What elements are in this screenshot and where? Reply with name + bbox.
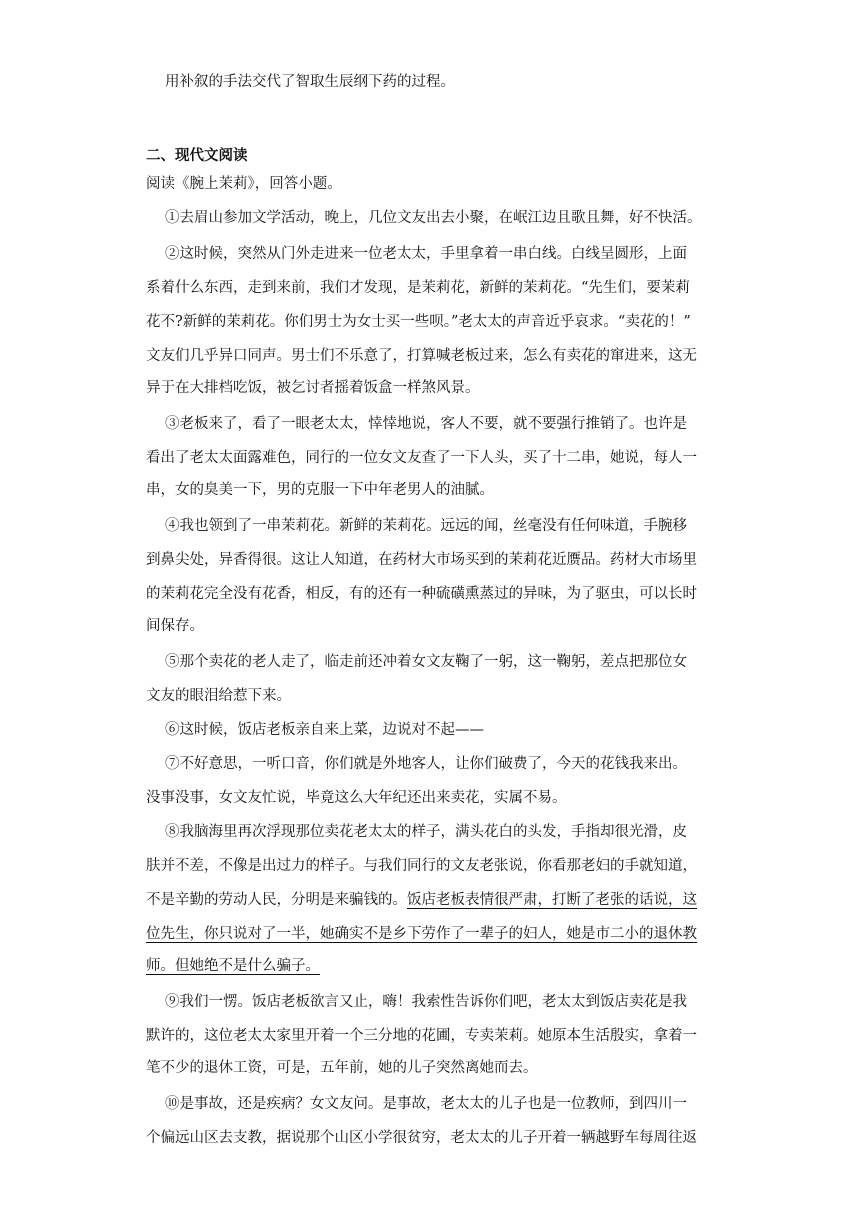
text-line: 看出了老太太面露难色，同行的一位女文友查了一下人头，买了十二串，她说，每人一 (146, 450, 697, 466)
text-line: ③老板来了，看了一眼老太太，悻悻地说，客人不要，就不要强行推销了。也许是 (165, 416, 687, 432)
text-line: ⑧我脑海里再次浮现那位卖花老太太的样子，满头花白的头发，手指却很光滑，皮 (165, 824, 687, 840)
text-line: ②这时候，突然从门外走进来一位老太太，手里拿着一串白线。白线呈圆形，上面 (165, 246, 687, 262)
text-line: 文友的眼泪给惹下来。 (146, 688, 291, 704)
underlined-text: 饭店老板表情很严肃，打断了老张的话说，这 (407, 892, 697, 908)
text-line: 笔不少的退休工资，可是，五年前，她的儿子突然离她而去。 (146, 1060, 538, 1076)
text-line (146, 956, 320, 976)
underlined-text: 师。但她绝不是什么骗子。 (146, 958, 320, 974)
text-line: 串，女的臭美一下，男的克服一下中年老男人的油腻。 (146, 482, 494, 498)
text-line: 个偏远山区去支教，据说那个山区小学很贫穷，老太太的儿子开着一辆越野车每周往返 (146, 1130, 697, 1146)
text-line: ⑦不好意思，一听口音，你们就是外地客人，让你们破费了，今天的花钱我来出。 (165, 756, 687, 772)
text-line: 默许的，这位老太太家里开着一个三分地的花圃，专卖茉莉。她原本生活殷实，拿着一 (146, 1028, 697, 1044)
text-line: 不是辛勤的劳动人民，分明是来骗钱的。饭店老板表情很严肃，打断了老张的话说，这 (146, 892, 697, 908)
text-line: ⑨我们一愣。饭店老板欲言又止，嗨！我索性告诉你们吧，老太太到饭店卖花是我 (165, 994, 687, 1010)
text-line: 没事没事，女文友忙说，毕竟这么大年纪还出来卖花，实属不易。 (146, 790, 567, 806)
text-line: ⑥这时候，饭店老板亲自来上菜，边说对不起—— (165, 722, 484, 738)
reading-instruction: 阅读《腕上茉莉》，回答小题。 (146, 176, 342, 192)
text-line: 间保存。 (146, 618, 204, 634)
text-line: 系着什么东西，走到来前，我们才发现，是茉莉花，新鲜的茉莉花。“先生们，要茉莉 (146, 280, 690, 296)
text-line: ⑤那个卖花的老人走了，临走前还冲着女文友鞠了一躬，这一鞠躬，差点把那位女 (165, 654, 687, 670)
text-line: 的茉莉花完全没有花香，相反，有的还有一种硫磺熏蒸过的异味，为了驱虫，可以长时 (146, 586, 697, 602)
text-line: 肤并不差，不像是出过力的样子。与我们同行的文友老张说，你看那老妇的手就知道， (146, 858, 697, 874)
section-heading: 二、现代文阅读 (146, 148, 248, 164)
underlined-text: 位先生，你只说对了一半，她确实不是乡下劳作了一辈子的妇人，她是市二小的退休教 (146, 926, 697, 942)
text-line (146, 924, 697, 944)
text-line: 文友们几乎异口同声。男士们不乐意了，打算喊老板过来，怎么有卖花的窜进来，这无 (146, 348, 697, 364)
top-note: 用补叙的手法交代了智取生辰纲下药的过程。 (165, 74, 455, 90)
text-line: 花不?新鲜的茉莉花。你们男士为女士买一些呗。”老太太的声音近乎哀求。“卖花的！” (146, 314, 691, 330)
text-line: ⑩是事故，还是疾病？女文友问。是事故，老太太的儿子也是一位教师，到四川一 (165, 1096, 687, 1112)
text-line: 到鼻尖处，异香得很。这让人知道，在药材大市场买到的茉莉花近赝品。药材大市场里 (146, 552, 697, 568)
text-line: 异于在大排档吃饭，被乞讨者摇着饭盒一样煞风景。 (146, 380, 480, 396)
text-line: ①去眉山参加文学活动，晚上，几位文友出去小聚，在岷江边且歌且舞，好不快活。 (165, 210, 702, 226)
text-line: ④我也领到了一串茉莉花。新鲜的茉莉花。远远的闻，丝毫没有任何味道，手腕移 (165, 518, 687, 534)
